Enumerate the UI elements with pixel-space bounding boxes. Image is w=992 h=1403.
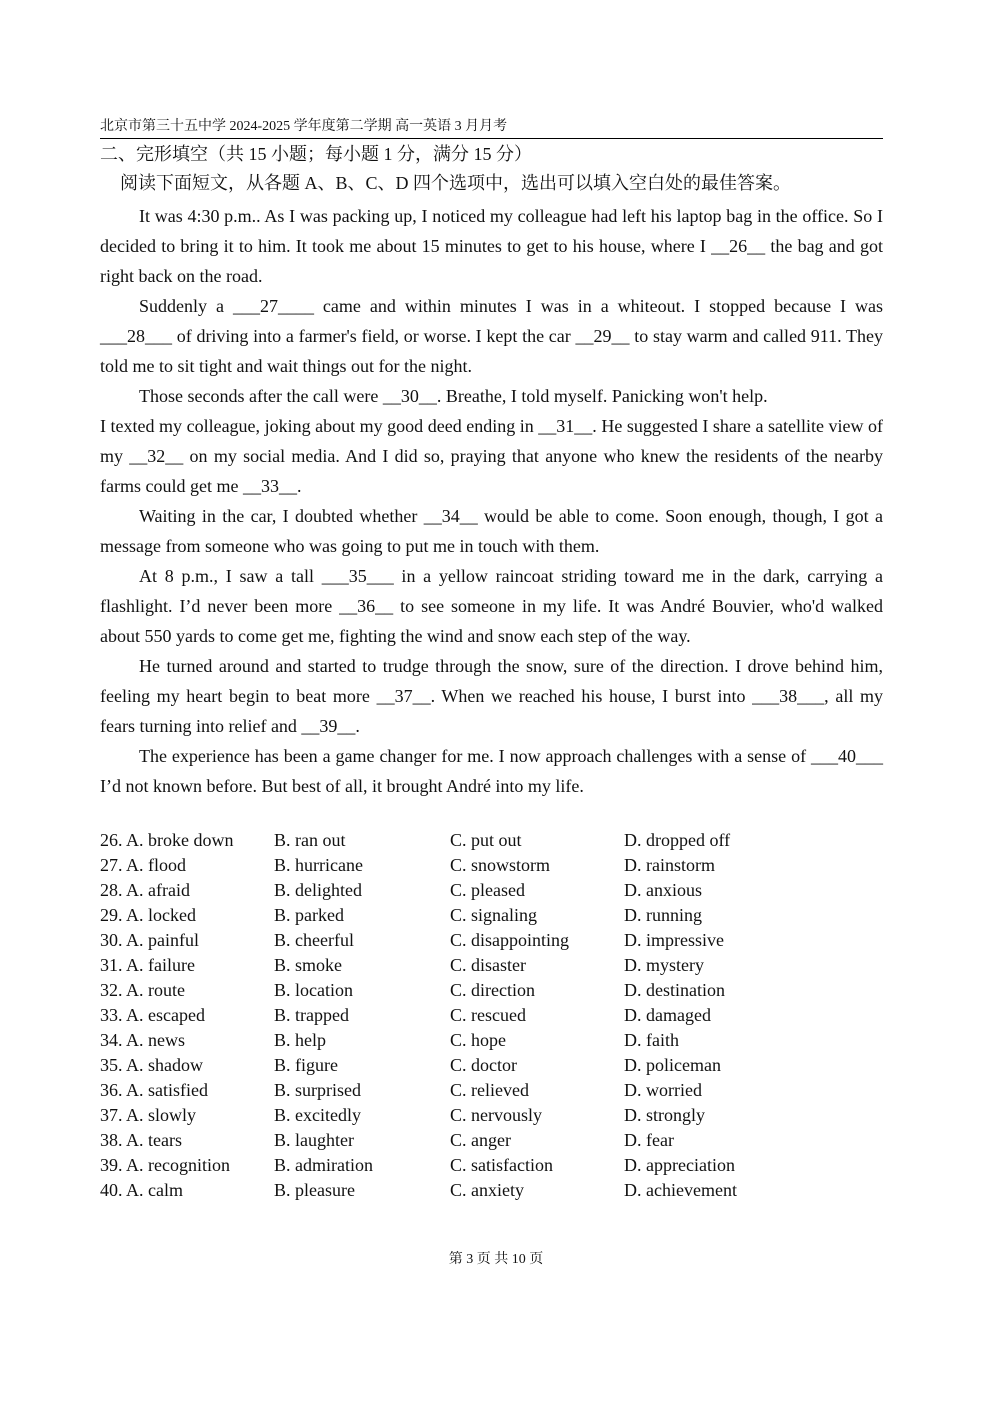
option-c: C. rescued — [450, 1005, 526, 1025]
option-d: D. destination — [624, 980, 725, 1000]
option-b: B. figure — [274, 1055, 338, 1075]
paragraph: At 8 p.m., I saw a tall ___35___ in a yellow raincoat striding toward me in the dark, carrying a flashlight. I’d never been more __36__ to see someone in my life. It was André Bouvier, who'd walked about 550 yards to come get me, fighting the wind and snow each step of the way. — [100, 566, 883, 646]
paragraph: Those seconds after the call were __30__. Breathe, I told myself. Panicking won't help. — [139, 386, 768, 406]
answer-options — [100, 828, 883, 1203]
option-d: D. worried — [624, 1080, 702, 1100]
option-b: B. hurricane — [274, 855, 363, 875]
question-row — [100, 903, 883, 928]
paragraph: He turned around and started to trudge through the snow, sure of the direction. I drove behind him, feeling my heart begin to beat more __37__. When we reached his house, I burst into ___38___, all my fears turning into relief and __39__. — [100, 656, 883, 736]
question-row — [100, 853, 883, 878]
option-a: 26. A. broke down — [100, 830, 234, 850]
option-a: 36. A. satisfied — [100, 1080, 208, 1100]
option-b: B. ran out — [274, 830, 346, 850]
option-a: 32. A. route — [100, 980, 185, 1000]
option-a: 30. A. painful — [100, 930, 199, 950]
option-b: B. smoke — [274, 955, 343, 975]
option-b: B. surprised — [274, 1080, 361, 1100]
question-row — [100, 828, 883, 853]
option-c: C. doctor — [450, 1055, 517, 1075]
page-header: 北京市第三十五中学 2024-2025 学年度第二学期 高一英语 3 月月考 — [100, 117, 883, 139]
option-b: B. parked — [274, 905, 344, 925]
section-title: 二、完形填空（共 15 小题；每小题 1 分，满分 15 分） — [100, 144, 532, 164]
question-row — [100, 928, 883, 953]
option-d: D. policeman — [624, 1055, 721, 1075]
question-row — [100, 1003, 883, 1028]
option-a: 28. A. afraid — [100, 880, 190, 900]
option-b: B. delighted — [274, 880, 362, 900]
option-a: 29. A. locked — [100, 905, 196, 925]
option-d: D. strongly — [624, 1105, 705, 1125]
option-d: D. achievement — [624, 1180, 737, 1200]
option-a: 34. A. news — [100, 1030, 185, 1050]
option-c: C. disappointing — [450, 930, 570, 950]
option-d: D. rainstorm — [624, 855, 715, 875]
option-a: 33. A. escaped — [100, 1005, 205, 1025]
option-b: B. laughter — [274, 1130, 354, 1150]
page-footer: 第 3 页 共 10 页 — [448, 1252, 544, 1267]
option-d: D. dropped off — [624, 830, 731, 850]
option-c: C. anger — [450, 1130, 511, 1150]
option-b: B. cheerful — [274, 930, 354, 950]
question-row — [100, 978, 883, 1003]
option-c: C. nervously — [450, 1105, 542, 1125]
option-c: C. hope — [450, 1030, 506, 1050]
question-row — [100, 1028, 883, 1053]
question-row — [100, 1128, 883, 1153]
option-c: C. snowstorm — [450, 855, 551, 875]
paragraph: The experience has been a game changer for me. I now approach challenges with a sense of ___40___ I’d not known before. But best of all, it brought André into my life. — [100, 746, 883, 796]
paragraph: Suddenly a ___27____ came and within minutes I was in a whiteout. I stopped because I was ___28___ of driving into a farmer's field, or worse. I kept the car __29__ to stay warm and called 911. They told me to sit tight and wait things out for the night. — [100, 296, 883, 376]
question-row — [100, 1103, 883, 1128]
option-d: D. appreciation — [624, 1155, 735, 1175]
option-d: D. impressive — [624, 930, 724, 950]
option-d: D. running — [624, 905, 702, 925]
option-a: 35. A. shadow — [100, 1055, 203, 1075]
question-row — [100, 878, 883, 903]
paragraph: It was 4:30 p.m.. As I was packing up, I noticed my colleague had left his laptop bag in the office. So I decided to bring it to him. It took me about 15 minutes to get to his house, where I __26__ the bag and got right back on the road. — [100, 206, 883, 286]
option-c: C. signaling — [450, 905, 538, 925]
option-a: 27. A. flood — [100, 855, 187, 875]
option-c: C. direction — [450, 980, 535, 1000]
question-row — [100, 1153, 883, 1178]
question-row — [100, 953, 883, 978]
option-c: C. disaster — [450, 955, 526, 975]
option-a: 31. A. failure — [100, 955, 195, 975]
option-c: C. relieved — [450, 1080, 529, 1100]
option-a: 40. A. calm — [100, 1180, 183, 1200]
option-c: C. put out — [450, 830, 522, 850]
option-d: D. anxious — [624, 880, 702, 900]
option-c: C. pleased — [450, 880, 525, 900]
instructions: 阅读下面短文，从各题 A、B、C、D 四个选项中，选出可以填入空白处的最佳答案。 — [120, 173, 792, 193]
option-b: B. trapped — [274, 1005, 349, 1025]
option-c: C. anxiety — [450, 1180, 524, 1200]
option-b: B. admiration — [274, 1155, 373, 1175]
option-d: D. fear — [624, 1130, 674, 1150]
option-d: D. damaged — [624, 1005, 711, 1025]
option-b: B. help — [274, 1030, 326, 1050]
option-b: B. location — [274, 980, 353, 1000]
paragraph: I texted my colleague, joking about my good deed ending in __31__. He suggested I share a satellite view of my __32__ on my social media. And I did so, praying that anyone who knew the residents of the nearby farms could get me __33__. — [100, 416, 883, 496]
option-a: 38. A. tears — [100, 1130, 182, 1150]
option-d: D. faith — [624, 1030, 679, 1050]
paragraph: Waiting in the car, I doubted whether __34__ would be able to come. Soon enough, though, I got a message from someone who was going to put me in touch with them. — [100, 506, 883, 556]
passage — [100, 201, 883, 801]
option-a: 39. A. recognition — [100, 1155, 230, 1175]
option-a: 37. A. slowly — [100, 1105, 197, 1125]
option-d: D. mystery — [624, 955, 704, 975]
option-b: B. pleasure — [274, 1180, 355, 1200]
question-row — [100, 1078, 883, 1103]
question-row — [100, 1178, 883, 1203]
question-row — [100, 1053, 883, 1078]
option-c: C. satisfaction — [450, 1155, 553, 1175]
option-b: B. excitedly — [274, 1105, 361, 1125]
